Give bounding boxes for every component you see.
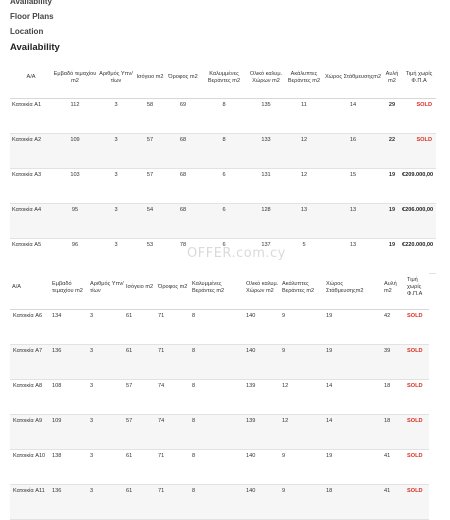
availability-table-2 (10, 267, 429, 520)
table-cell: 71 (156, 344, 190, 379)
table-cell: 19 (382, 168, 402, 203)
table-cell: 12 (284, 133, 324, 168)
nav-link-location[interactable]: Location (10, 27, 44, 36)
table-cell: 18 (324, 484, 382, 519)
table-cell: 96 (52, 238, 98, 273)
table-cell: 133 (248, 133, 284, 168)
table-cell: 61 (124, 309, 156, 344)
column-header: Ολικό καλυμ. Χώρων m2 (248, 58, 284, 98)
table-cell: 41 (382, 484, 405, 519)
table-cell: 140 (244, 309, 280, 344)
table-row (10, 309, 429, 344)
table-cell: 15 (324, 168, 382, 203)
table-cell: 57 (134, 133, 166, 168)
table-cell: 3 (98, 98, 134, 133)
table-cell: 134 (50, 309, 88, 344)
table-cell: 9 (280, 449, 324, 484)
sold-status: SOLD (402, 98, 436, 133)
column-header: Εμβαδό τεμαχίου m2 (50, 267, 88, 309)
table-cell: 3 (98, 238, 134, 273)
unit-name-cell: Κατοικία A8 (10, 379, 50, 414)
column-header: Ακάλυπτες Βεράντες m2 (280, 267, 324, 309)
table-cell: 14 (324, 414, 382, 449)
table-header-row (10, 267, 429, 309)
table-header-row (10, 58, 436, 98)
table-cell: 19 (382, 238, 402, 273)
column-header: Χώρος Στάθμευσηςm2 (324, 58, 382, 98)
price-cell: €206.000,00 (402, 203, 436, 238)
table-cell: 61 (124, 344, 156, 379)
column-header: Καλυμμένες Βεράντες m2 (200, 58, 248, 98)
table-cell: 8 (190, 344, 244, 379)
unit-name-cell: Κατοικία A5 (10, 238, 52, 273)
table-row (10, 379, 429, 414)
table-cell: 58 (134, 98, 166, 133)
section-title: Availability (10, 42, 60, 53)
column-header: Ισόγειο m2 (124, 267, 156, 309)
table-cell: 140 (244, 484, 280, 519)
column-header: Ολικό καλυμ. Χώρων m2 (244, 267, 280, 309)
table-cell: 112 (52, 98, 98, 133)
table-cell: 13 (324, 238, 382, 273)
table-cell: 61 (124, 484, 156, 519)
table-cell: 41 (382, 449, 405, 484)
table-cell: 74 (156, 379, 190, 414)
table-cell: 6 (200, 238, 248, 273)
table-cell: 8 (190, 309, 244, 344)
column-header: Ακάλυπτες Βεράντες m2 (284, 58, 324, 98)
column-header: Εμβαδό τεμαχίου m2 (52, 58, 98, 98)
column-header: Όροφος m2 (156, 267, 190, 309)
table-cell: 71 (156, 449, 190, 484)
table-cell: 108 (50, 379, 88, 414)
table-cell: 3 (98, 168, 134, 203)
table-cell: 18 (382, 414, 405, 449)
table-cell: 8 (190, 379, 244, 414)
sold-status: SOLD (405, 344, 429, 379)
table-cell: 12 (284, 168, 324, 203)
table-cell: 57 (124, 379, 156, 414)
unit-name-cell: Κατοικία A1 (10, 98, 52, 133)
column-header: Χώρος Στάθμευσηςm2 (324, 267, 382, 309)
column-header: Α/Α (10, 58, 52, 98)
column-header: Αυλή m2 (382, 267, 405, 309)
table-cell: 39 (382, 344, 405, 379)
table-cell: 19 (382, 203, 402, 238)
table-cell: 9 (280, 484, 324, 519)
table-row (10, 203, 436, 238)
table-row (10, 168, 436, 203)
table-cell: 12 (280, 379, 324, 414)
column-header: Καλυμμένες Βεράντες m2 (190, 267, 244, 309)
availability-table-1 (10, 58, 436, 274)
table-cell: 13 (284, 203, 324, 238)
table-cell: 19 (324, 309, 382, 344)
table-cell: 42 (382, 309, 405, 344)
unit-name-cell: Κατοικία A3 (10, 168, 52, 203)
table-cell: 54 (134, 203, 166, 238)
table-cell: 140 (244, 449, 280, 484)
table-row (10, 484, 429, 519)
table-cell: 3 (88, 449, 124, 484)
table-cell: 103 (52, 168, 98, 203)
nav-link-floor-plans[interactable]: Floor Plans (10, 12, 54, 21)
table-cell: 78 (166, 238, 200, 273)
table-cell: 9 (280, 344, 324, 379)
table-cell: 14 (324, 379, 382, 414)
table-cell: 18 (382, 379, 405, 414)
table-cell: 14 (324, 98, 382, 133)
column-header: Α/Α (10, 267, 50, 309)
table-cell: 57 (134, 168, 166, 203)
table-cell: 128 (248, 203, 284, 238)
unit-name-cell: Κατοικία A7 (10, 344, 50, 379)
table-cell: 3 (88, 344, 124, 379)
table-cell: 137 (248, 238, 284, 273)
table-cell: 8 (190, 414, 244, 449)
sold-status: SOLD (405, 309, 429, 344)
table-cell: 3 (98, 203, 134, 238)
table-cell: 57 (124, 414, 156, 449)
table-cell: 9 (280, 309, 324, 344)
table-cell: 109 (50, 414, 88, 449)
unit-name-cell: Κατοικία A9 (10, 414, 50, 449)
table-row (10, 133, 436, 168)
table-cell: 136 (50, 484, 88, 519)
table-cell: 5 (284, 238, 324, 273)
unit-name-cell: Κατοικία A6 (10, 309, 50, 344)
column-header: Αριθμός Υπν/ τίων (88, 267, 124, 309)
column-header: Αριθμός Υπν/ τίων (98, 58, 134, 98)
unit-name-cell: Κατοικία A10 (10, 449, 50, 484)
unit-name-cell: Κατοικία A11 (10, 484, 50, 519)
table-cell: 109 (52, 133, 98, 168)
watermark: OFFER.com.cy (187, 246, 286, 261)
table-cell: 13 (324, 203, 382, 238)
price-cell: €220.000,00 (402, 238, 436, 273)
table-cell: 6 (200, 168, 248, 203)
table-cell: 139 (244, 414, 280, 449)
sold-status: SOLD (402, 133, 436, 168)
table-cell: 61 (124, 449, 156, 484)
table-cell: 8 (200, 98, 248, 133)
table-cell: 19 (324, 344, 382, 379)
sold-status: SOLD (405, 379, 429, 414)
table-cell: 71 (156, 309, 190, 344)
table-cell: 16 (324, 133, 382, 168)
table-cell: 71 (156, 484, 190, 519)
table-cell: 95 (52, 203, 98, 238)
nav-link-availability[interactable]: Availability (10, 0, 52, 6)
table-cell: 8 (190, 449, 244, 484)
table-cell: 135 (248, 98, 284, 133)
unit-name-cell: Κατοικία A4 (10, 203, 52, 238)
column-header: Όροφος m2 (166, 58, 200, 98)
column-header: Ισόγειο m2 (134, 58, 166, 98)
table-cell: 8 (200, 133, 248, 168)
unit-name-cell: Κατοικία A2 (10, 133, 52, 168)
table-cell: 3 (88, 379, 124, 414)
table-cell: 11 (284, 98, 324, 133)
price-cell: €209.000,00 (402, 168, 436, 203)
table-row (10, 449, 429, 484)
table-cell: 3 (88, 484, 124, 519)
table-cell: 138 (50, 449, 88, 484)
table-cell: 140 (244, 344, 280, 379)
table-cell: 136 (50, 344, 88, 379)
column-header: Αυλή m2 (382, 58, 402, 98)
table-row (10, 344, 429, 379)
sold-status: SOLD (405, 414, 429, 449)
table-cell: 3 (88, 414, 124, 449)
table-cell: 6 (200, 203, 248, 238)
table-cell: 22 (382, 133, 402, 168)
table-cell: 68 (166, 168, 200, 203)
table-cell: 8 (190, 484, 244, 519)
table-cell: 53 (134, 238, 166, 273)
table-cell: 19 (324, 449, 382, 484)
table-row (10, 414, 429, 449)
table-cell: 68 (166, 203, 200, 238)
sold-status: SOLD (405, 484, 429, 519)
table-cell: 68 (166, 133, 200, 168)
table-cell: 69 (166, 98, 200, 133)
column-header: Τιμή χωρίς Φ.Π.Α (405, 267, 429, 309)
table-cell: 3 (88, 309, 124, 344)
column-header: Τιμή χωρίς Φ.Π.Α (402, 58, 436, 98)
table-cell: 3 (98, 133, 134, 168)
table-cell: 131 (248, 168, 284, 203)
table-cell: 74 (156, 414, 190, 449)
table-cell: 12 (280, 414, 324, 449)
table-cell: 29 (382, 98, 402, 133)
table-cell: 139 (244, 379, 280, 414)
table-row (10, 98, 436, 133)
sold-status: SOLD (405, 449, 429, 484)
